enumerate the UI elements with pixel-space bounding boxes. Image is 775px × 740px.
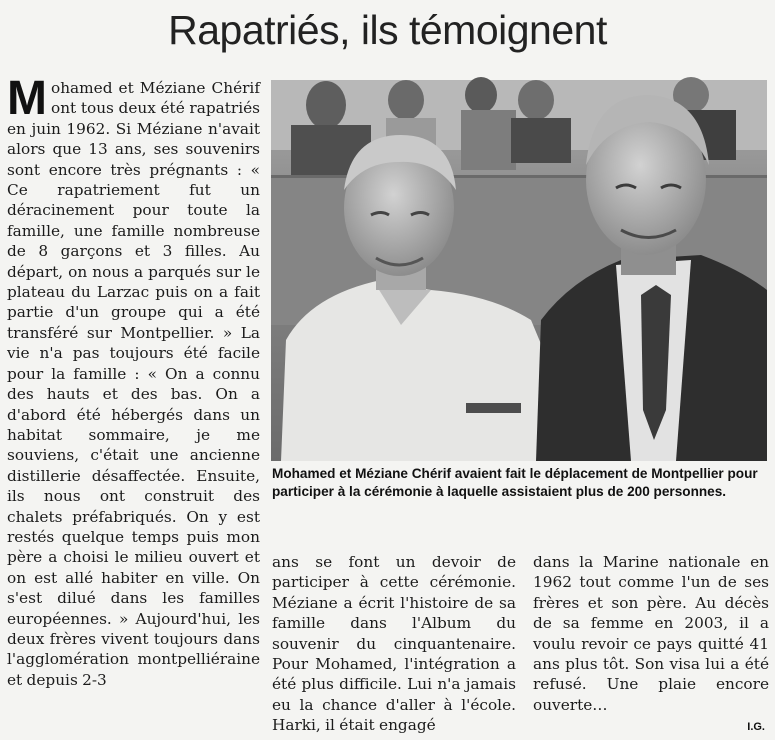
article-column-3: [533, 552, 769, 712]
headline: Rapatriés, ils témoignent: [168, 7, 607, 53]
article-column-2: [272, 552, 516, 735]
news-photo: [271, 80, 767, 461]
article-text-1: ohamed et Méziane Chérif ont tous deux été rapatriés en juin 1962. Si Méziane n'avait alors que 13 ans, ses souvenirs sont encore très prégnants : « Ce rapatriement fut un déracinement pour toute la famille, une famille nombreuse de 8 garçons et 3 filles. Au départ, on nous a parqués sur le plateau du Larzac puis on a fait partie d'un groupe qui a été transféré sur Montpellier. » La vie n'a pas toujours été facile pour la famille : « On a connu des hauts et des bas. On a d'abord été hébergés dans un habitat sommaire, je me souviens, c'était une ancienne distillerie désaffectée. Ensuite, ils nous ont construit des chalets préfabriqués. On y est restés quelque temps puis mon père a choisi le milieu ouvert et on est allé habiter en ville. On s'est dilué dans les familles européennes. » Aujourd'hui, les deux frères vivent toujours dans l'agglomération montpelliéraine et depuis 2-3: [7, 79, 260, 689]
article-text-3: dans la Marine nationale en 1962 tout comme l'un de ses frères et son père. Au décès de sa femme en 2003, il a voulu revoir ce pays quitté 41 ans plus tôt. Son visa lui a été refusé. Une plaie encore ouverte…: [533, 553, 769, 714]
article-text-2: ans se font un devoir de participer à cette cérémonie. Méziane a écrit l'histoire de sa famille dans l'Album du souvenir du cinquantenaire. Pour Mohamed, l'intégration a été plus difficile. Lui n'a jamais eu la chance d'aller à l'école. Harki, il était engagé: [272, 553, 516, 735]
photo-caption: Mohamed et Méziane Chérif avaient fait le déplacement de Montpellier pour participer à la cérémonie à laquelle assistaient plus de 200 personnes.: [272, 466, 758, 499]
byline: I.G.: [747, 721, 765, 733]
article-column-1: [7, 72, 260, 718]
drop-cap: M: [7, 72, 47, 125]
